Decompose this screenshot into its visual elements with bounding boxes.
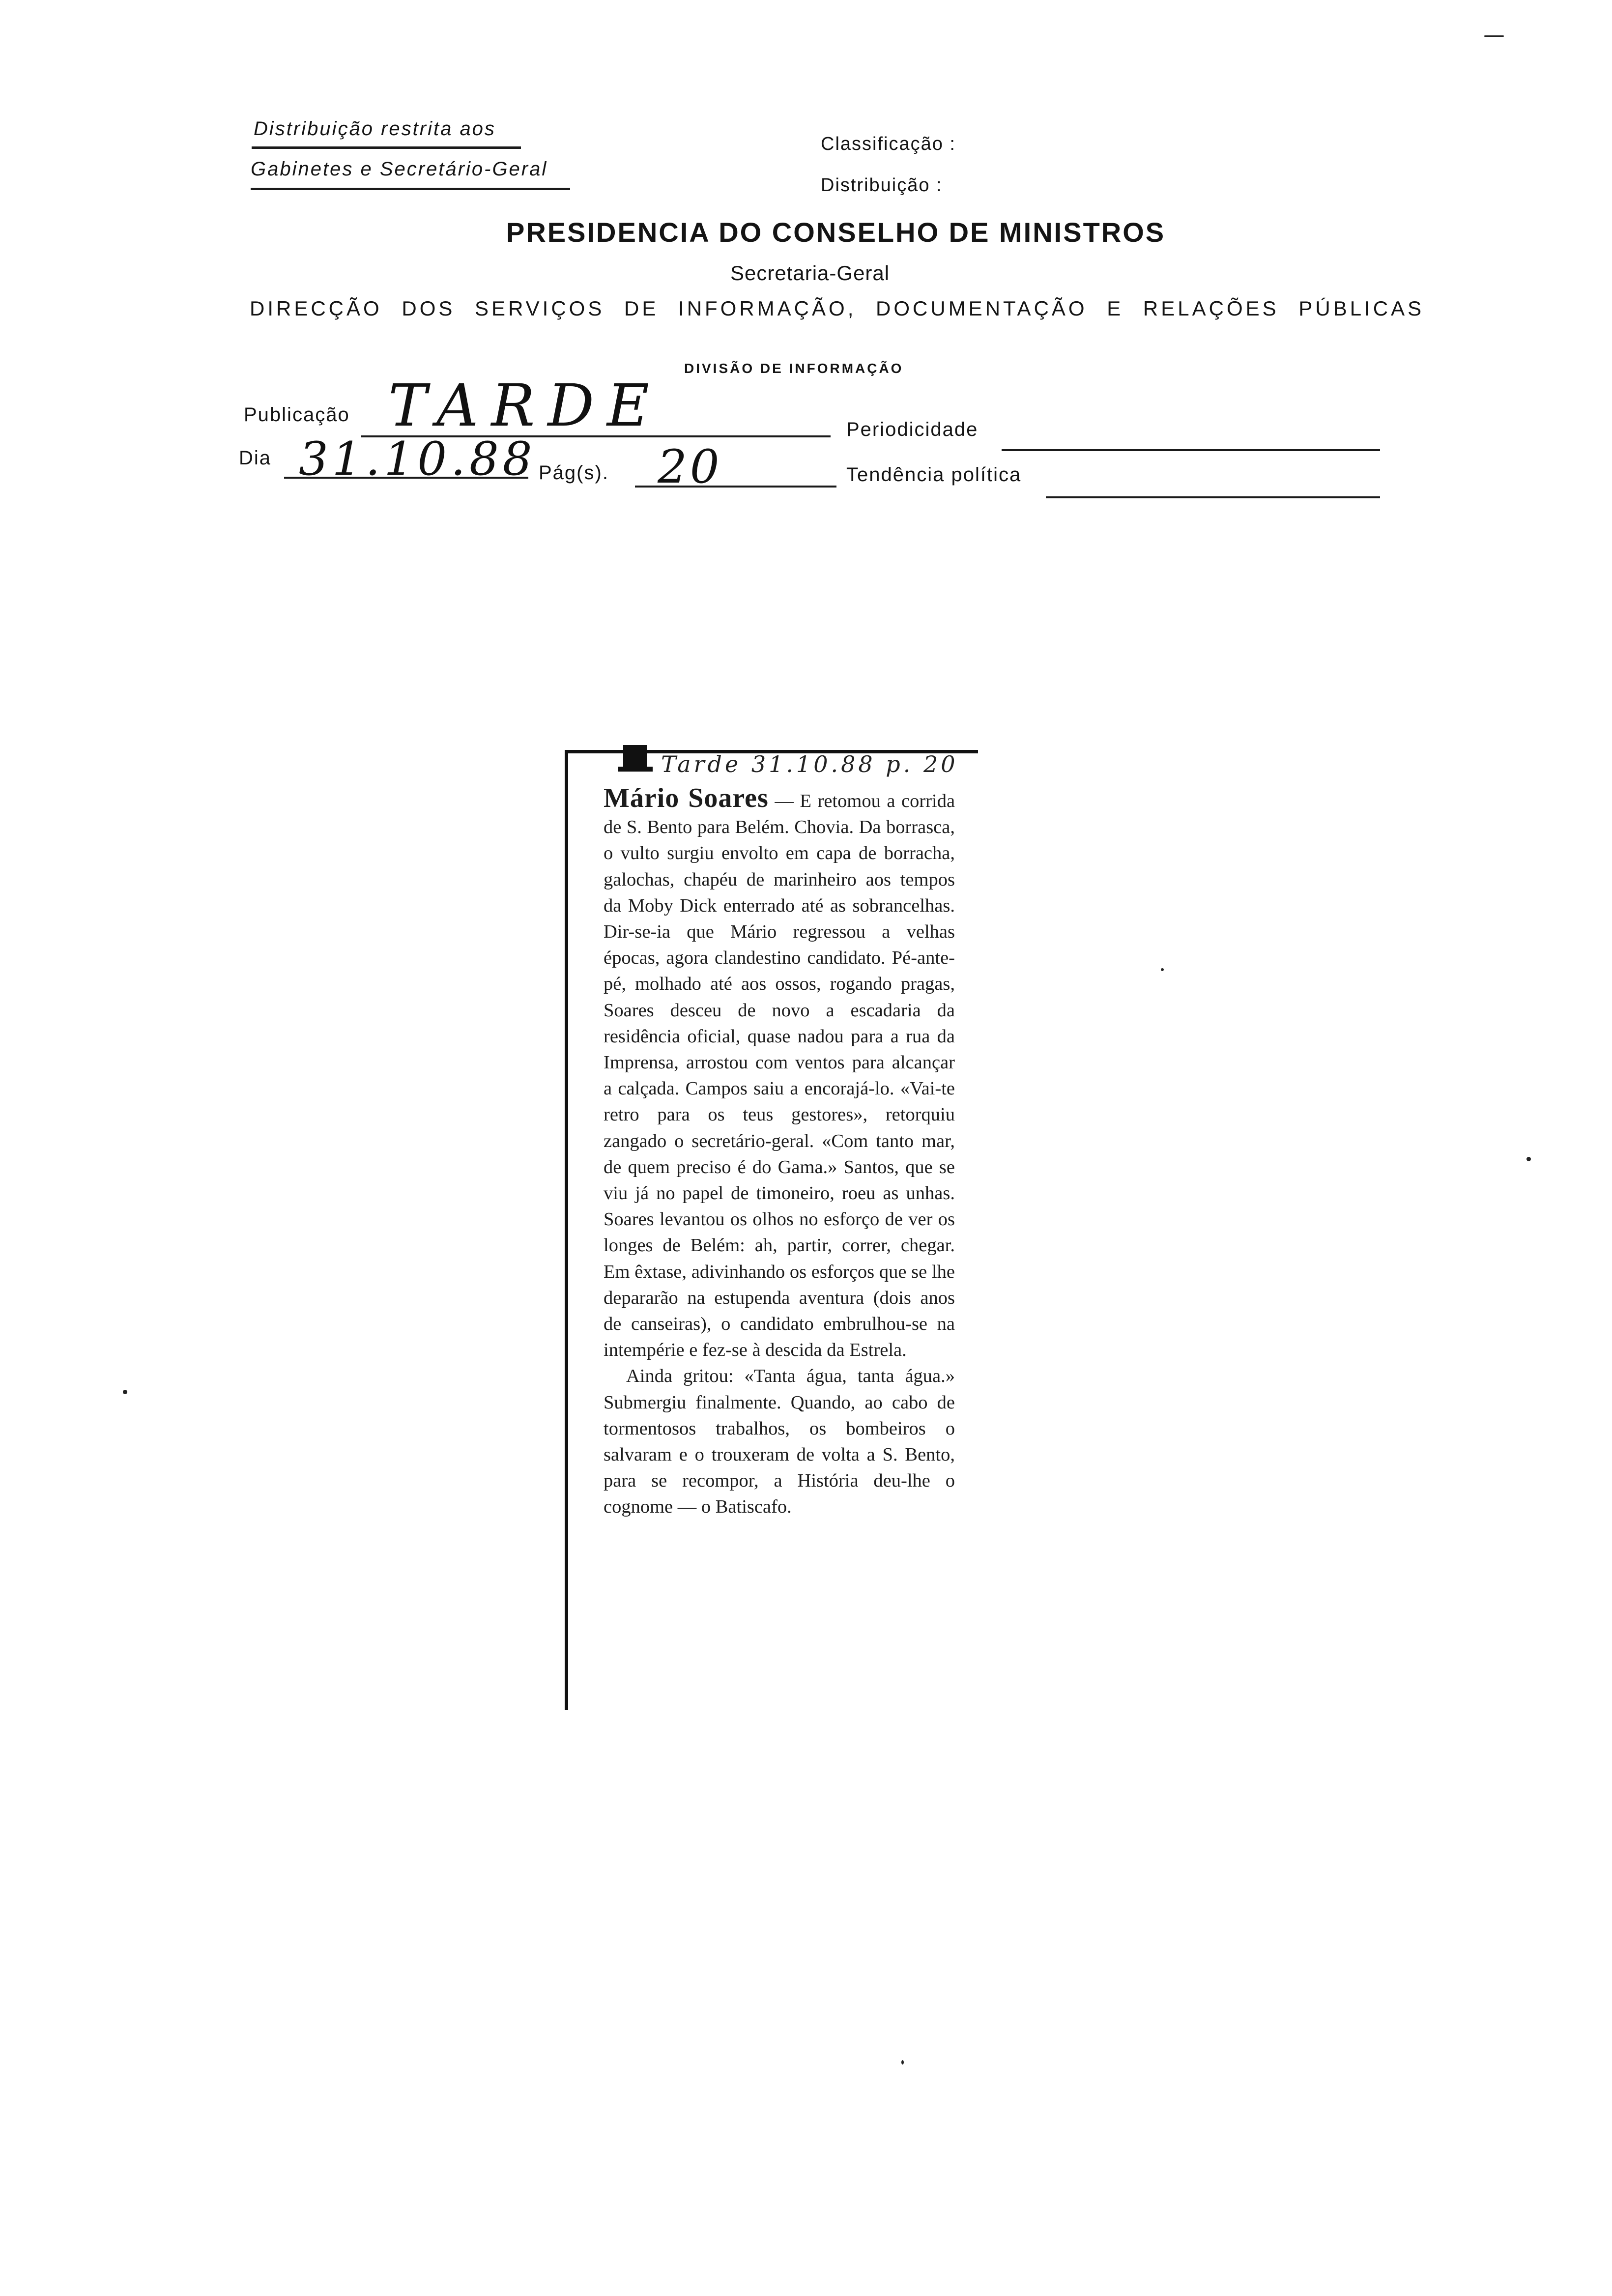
pags-label: Pág(s). <box>539 462 609 484</box>
article-paragraph-1 <box>604 785 955 1363</box>
distribution-underline-1 <box>252 146 521 149</box>
clipping-handwritten-note: Tarde 31.10.88 p. 20 <box>661 751 958 777</box>
tendencia-line <box>1046 496 1380 498</box>
classificacao-label: Classificação : <box>821 134 956 154</box>
article-body <box>604 785 955 1521</box>
distribution-note-line1: Distribuição restrita aos <box>254 118 496 140</box>
scan-speck <box>901 2060 904 2065</box>
scan-speck <box>123 1390 127 1394</box>
article-headline: Mário Soares <box>604 783 769 813</box>
dia-label: Dia <box>239 447 272 469</box>
tendencia-label: Tendência política <box>846 464 1022 486</box>
scan-speck <box>1161 968 1164 971</box>
secretaria-geral: Secretaria-Geral <box>730 261 890 285</box>
clipping-section-mark-bar <box>618 767 653 772</box>
article-paragraph-2: Ainda gritou: «Tanta água, tanta água.» Submergiu finalmente. Quando, ao cabo de tormentosos trabalhos, os bombeiros o salvaram e o trouxeram de volta a S. Bento, para se recompor, a História deu-lhe o cognome — o Batiscafo. <box>604 1366 955 1518</box>
periodicidade-line <box>1002 449 1380 451</box>
publicacao-handwritten-value: TARDE <box>388 372 662 439</box>
scan-speck <box>1526 1157 1531 1161</box>
dia-handwritten-value: 31.10.88 <box>299 432 536 486</box>
distribution-underline-2 <box>251 188 570 190</box>
distribuicao-label: Distribuição : <box>821 175 943 196</box>
institution-title: PRESIDENCIA DO CONSELHO DE MINISTROS <box>506 217 1166 248</box>
distribution-note-line2: Gabinetes e Secretário-Geral <box>251 158 548 180</box>
periodicidade-label: Periodicidade <box>846 419 979 440</box>
clipping-frame-corner <box>565 750 594 753</box>
pags-handwritten-value: 20 <box>658 440 722 494</box>
direccao-servicos: DIRECÇÃO DOS SERVIÇOS DE INFORMAÇÃO, DOCUMENTAÇÃO E RELAÇÕES PÚBLICAS <box>250 297 1425 320</box>
divisao-informacao: DIVISÃO DE INFORMAÇÃO <box>684 361 904 376</box>
publicacao-label: Publicação <box>244 404 350 426</box>
article-paragraph-1-text: — E retomou a corrida de S. Bento para Belém. Chovia. Da borrasca, o vulto surgiu envolto em capa de borracha, galochas, chapéu de marinheiro aos tempos da Moby Dick enterrado até as sobrancelhas. Dir-se-ia que Mário regressou a velhas épocas, agora clandestino candidato. Pé-ante-pé, molhado até aos ossos, rogando pragas, Soares desceu de novo a escadaria da residência oficial, quase nadou para a rua da Imprensa, arrostou com ventos para alcançar a calçada. Campos saiu a encorajá-lo. «Vai-te retro para os teus gestores», retorquiu zangado o secretário-geral. «Com tanto mar, de quem preciso é do Gama.» Santos, que se viu já no papel de timoneiro, roeu as unhas. Soares levantou os olhos no esforço de ver os longes de Belém: ah, partir, correr, chegar. Em êxtase, adivinhando os esforços que se lhe depararão na estupenda aventura (dois anos de canseiras), o candidato embrulhou-se na intempérie e fez-se à descida da Estrela. <box>604 791 955 1361</box>
scan-speck <box>1484 35 1504 37</box>
clipping-frame-left <box>565 752 568 1710</box>
